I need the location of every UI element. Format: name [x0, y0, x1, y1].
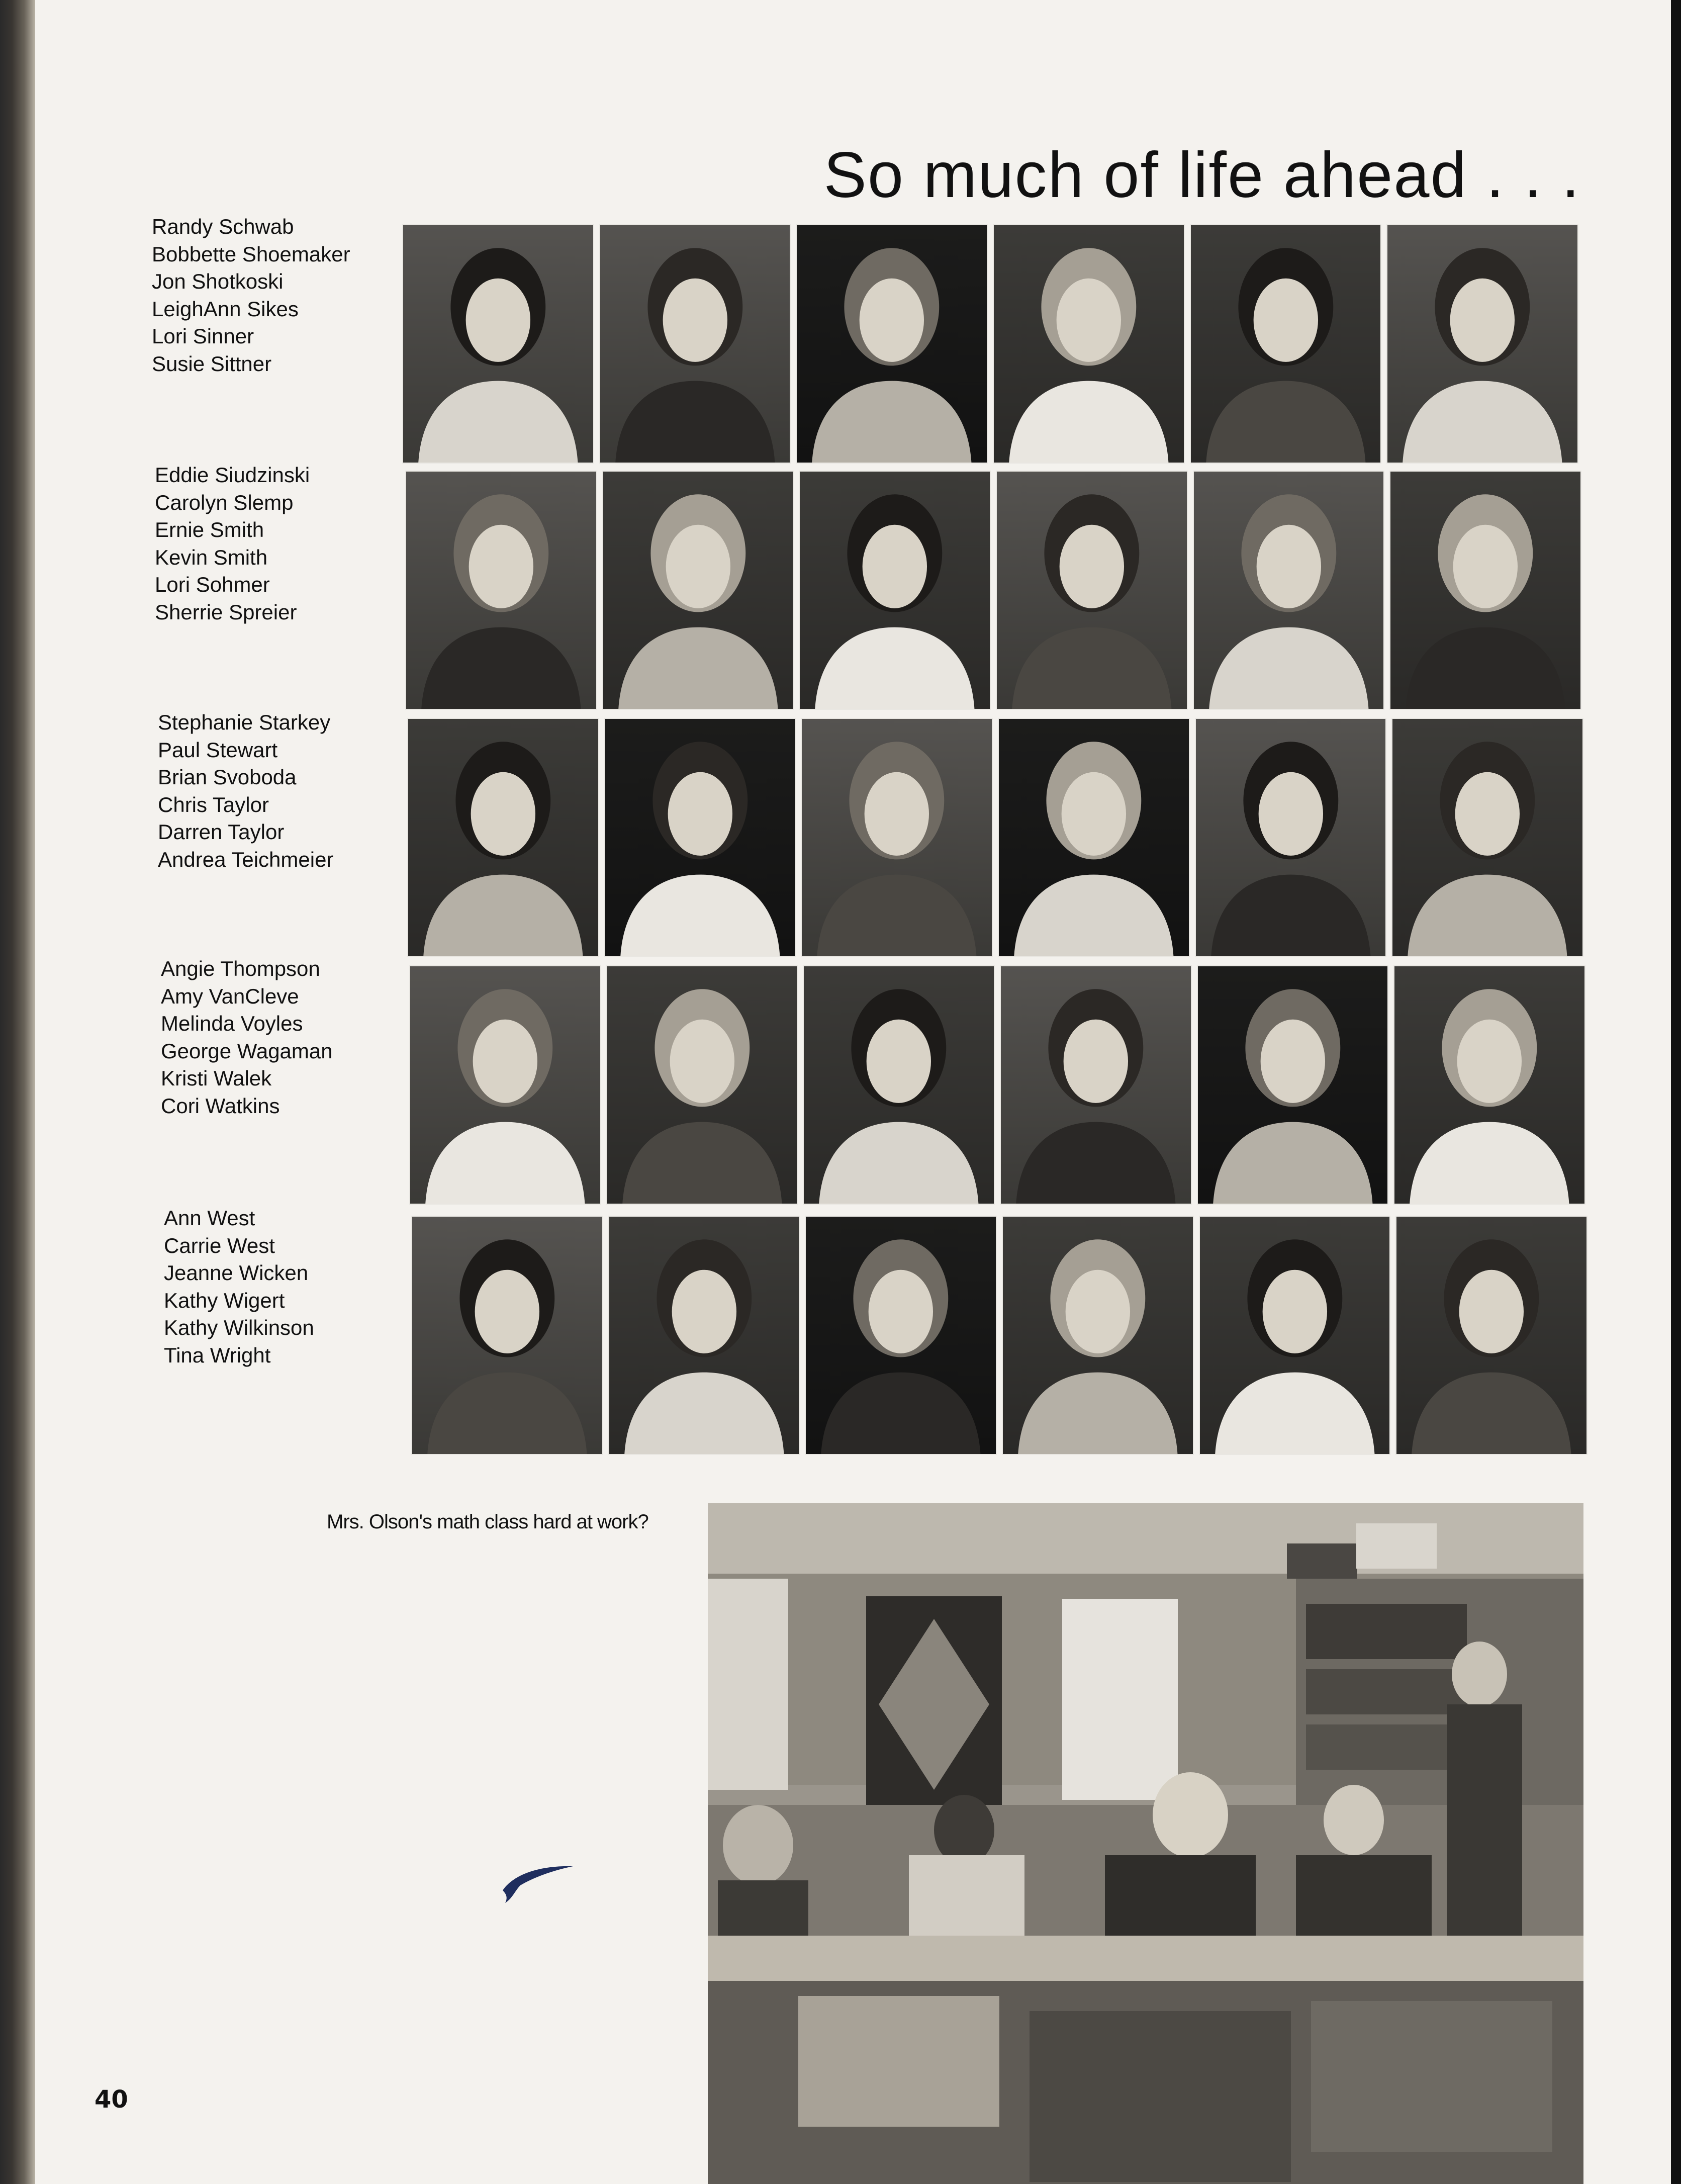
shirt	[618, 627, 778, 709]
portrait-silhouette	[412, 1217, 602, 1454]
student-photo	[799, 471, 991, 710]
student-photo	[599, 224, 791, 464]
shirt	[1211, 875, 1370, 956]
shirt	[427, 1373, 587, 1454]
name-list-row-2	[155, 462, 310, 626]
face	[1253, 279, 1318, 362]
student-photo	[606, 965, 798, 1205]
student-photo	[608, 1216, 800, 1455]
shirt	[425, 1122, 585, 1204]
student-name: Paul Stewart	[158, 738, 278, 762]
student-photo	[409, 965, 601, 1205]
portrait-silhouette	[603, 472, 793, 709]
student-name: Jon Shotkoski	[152, 269, 284, 293]
student-photo	[796, 224, 988, 464]
shirt	[421, 627, 581, 709]
student-name: Chris Taylor	[158, 792, 269, 816]
student-photo	[1002, 1216, 1194, 1455]
student-photo	[1393, 965, 1585, 1205]
portrait-silhouette	[1392, 719, 1582, 956]
face	[1457, 1020, 1522, 1103]
shirt	[1206, 381, 1365, 463]
portrait-silhouette	[1194, 472, 1384, 709]
shirt	[817, 875, 977, 956]
portrait-silhouette	[797, 225, 987, 463]
face	[1262, 1270, 1327, 1353]
student-name: Andrea Teichmeier	[158, 847, 334, 871]
shirt	[624, 1373, 784, 1454]
student-name: Melinda Voyles	[161, 1012, 303, 1035]
portrait-silhouette	[806, 1217, 996, 1454]
student-name: LeighAnn Sikes	[152, 297, 299, 321]
portrait-silhouette	[1003, 1217, 1193, 1454]
portrait-silhouette	[605, 719, 795, 956]
portrait-silhouette	[1196, 719, 1386, 956]
shirt	[1408, 875, 1567, 956]
face	[672, 1270, 736, 1353]
portrait-silhouette	[600, 225, 790, 463]
face	[475, 1270, 539, 1353]
portrait-silhouette	[1394, 966, 1584, 1204]
name-list-row-5	[164, 1205, 314, 1369]
student-name: Darren Taylor	[158, 820, 285, 844]
student-name: Randy Schwab	[152, 215, 294, 238]
portrait-row-1	[402, 224, 1578, 464]
portrait-row-4	[409, 965, 1585, 1205]
student-name: Ernie Smith	[155, 518, 264, 541]
student-photo	[1386, 224, 1578, 464]
portrait-silhouette	[1396, 1217, 1586, 1454]
portrait-silhouette	[408, 719, 598, 956]
shirt	[1412, 1373, 1571, 1454]
face	[1064, 1020, 1128, 1103]
face	[1066, 1270, 1130, 1353]
portrait-silhouette	[410, 966, 600, 1204]
student-photo	[1197, 965, 1389, 1205]
name-list-row-3	[158, 709, 333, 873]
face	[668, 772, 732, 856]
shirt	[1012, 627, 1171, 709]
student-photo	[996, 471, 1188, 710]
portrait-row-3	[407, 718, 1583, 957]
face	[666, 525, 730, 608]
face	[1260, 1020, 1325, 1103]
student-name: Bobbette Shoemaker	[152, 242, 350, 266]
face	[663, 279, 727, 362]
student-name: Stephanie Starkey	[158, 710, 331, 734]
classroom-photo	[708, 1503, 1583, 2184]
face	[867, 1020, 931, 1103]
student-name: Amy VanCleve	[161, 984, 299, 1008]
portrait-silhouette	[609, 1217, 799, 1454]
shirt	[620, 875, 780, 956]
face	[1459, 1270, 1524, 1353]
student-photo	[1395, 1216, 1587, 1455]
photo-caption: Mrs. Olson's math class hard at work?	[327, 1511, 648, 1533]
shirt	[1016, 1122, 1175, 1204]
student-photo	[1000, 965, 1192, 1205]
student-name: Carrie West	[164, 1233, 275, 1257]
face	[1450, 279, 1515, 362]
shirt	[1209, 627, 1368, 709]
face	[1256, 525, 1321, 608]
shirt	[821, 1373, 981, 1454]
student-photo	[803, 965, 995, 1205]
shirt	[819, 1122, 979, 1204]
student-photo	[1389, 471, 1581, 710]
face	[670, 1020, 734, 1103]
student-photo	[1193, 471, 1385, 710]
student-name: Susie Sittner	[152, 351, 272, 376]
name-list-row-1	[152, 213, 350, 378]
portrait-silhouette	[804, 966, 994, 1204]
portrait-silhouette	[800, 472, 990, 709]
shirt	[815, 627, 975, 709]
face	[1060, 525, 1124, 608]
face	[869, 1270, 933, 1353]
portrait-silhouette	[406, 472, 596, 709]
student-photo	[1199, 1216, 1391, 1455]
student-name: Sherrie Spreier	[155, 600, 297, 624]
portrait-silhouette	[1198, 966, 1388, 1204]
portrait-silhouette	[1200, 1217, 1390, 1454]
face	[1258, 772, 1323, 856]
student-photo	[998, 718, 1190, 957]
student-photo	[993, 224, 1185, 464]
face	[860, 279, 924, 362]
shirt	[1014, 875, 1173, 956]
portrait-silhouette	[999, 719, 1189, 956]
portrait-silhouette	[403, 225, 593, 463]
student-name: Cori Watkins	[161, 1094, 280, 1118]
student-name: Eddie Siudzinski	[155, 463, 310, 487]
shirt	[1406, 627, 1565, 709]
shirt	[622, 1122, 782, 1204]
student-name: Ann West	[164, 1206, 255, 1230]
pen-mark	[493, 1855, 578, 1910]
face	[473, 1020, 537, 1103]
student-photo	[1190, 224, 1382, 464]
shirt	[1215, 1373, 1374, 1454]
face	[863, 525, 927, 608]
student-photo	[1195, 718, 1387, 957]
student-name: Kathy Wigert	[164, 1288, 285, 1312]
face	[466, 279, 530, 362]
student-name: Kristi Walek	[161, 1066, 272, 1090]
page-number: 40	[95, 2085, 128, 2114]
portrait-silhouette	[997, 472, 1187, 709]
page-title: So much of life ahead . . .	[823, 139, 1580, 211]
student-photo	[1391, 718, 1583, 957]
portrait-silhouette	[607, 966, 797, 1204]
student-name: Angie Thompson	[161, 957, 320, 980]
portrait-row-2	[405, 471, 1581, 710]
portrait-row-5	[411, 1216, 1587, 1455]
face	[1455, 772, 1520, 856]
student-photo	[805, 1216, 997, 1455]
student-photo	[411, 1216, 603, 1455]
student-name: Lori Sinner	[152, 324, 254, 348]
classroom-scene	[708, 1503, 1583, 2184]
page-edge	[1671, 0, 1681, 2184]
student-name: Lori Sohmer	[155, 573, 270, 596]
student-name: Brian Svoboda	[158, 765, 297, 789]
face	[1057, 279, 1121, 362]
name-list-row-4	[161, 955, 333, 1120]
student-name: Carolyn Slemp	[155, 490, 294, 514]
shirt	[1018, 1373, 1177, 1454]
shirt	[418, 381, 578, 463]
student-name: Kathy Wilkinson	[164, 1316, 314, 1339]
student-photo	[405, 471, 597, 710]
shirt	[812, 381, 972, 463]
student-name: Tina Wright	[164, 1343, 271, 1367]
face	[471, 772, 535, 856]
portrait-silhouette	[994, 225, 1184, 463]
student-photo	[402, 224, 594, 464]
student-name: George Wagaman	[161, 1039, 333, 1063]
face	[865, 772, 929, 856]
book-binding	[0, 0, 35, 2184]
student-name: Jeanne Wicken	[164, 1261, 309, 1285]
shirt	[1403, 381, 1562, 463]
face	[1062, 772, 1126, 856]
portrait-silhouette	[1387, 225, 1577, 463]
shirt	[1410, 1122, 1569, 1204]
shirt	[1213, 1122, 1372, 1204]
student-photo	[602, 471, 794, 710]
shirt	[423, 875, 583, 956]
shirt	[615, 381, 775, 463]
shirt	[1009, 381, 1168, 463]
portrait-silhouette	[1191, 225, 1381, 463]
student-photo	[801, 718, 993, 957]
student-photo	[604, 718, 796, 957]
student-photo	[407, 718, 599, 957]
portrait-silhouette	[802, 719, 992, 956]
student-name: Kevin Smith	[155, 545, 268, 569]
face	[469, 525, 533, 608]
portrait-silhouette	[1001, 966, 1191, 1204]
face	[1453, 525, 1518, 608]
portrait-silhouette	[1390, 472, 1580, 709]
